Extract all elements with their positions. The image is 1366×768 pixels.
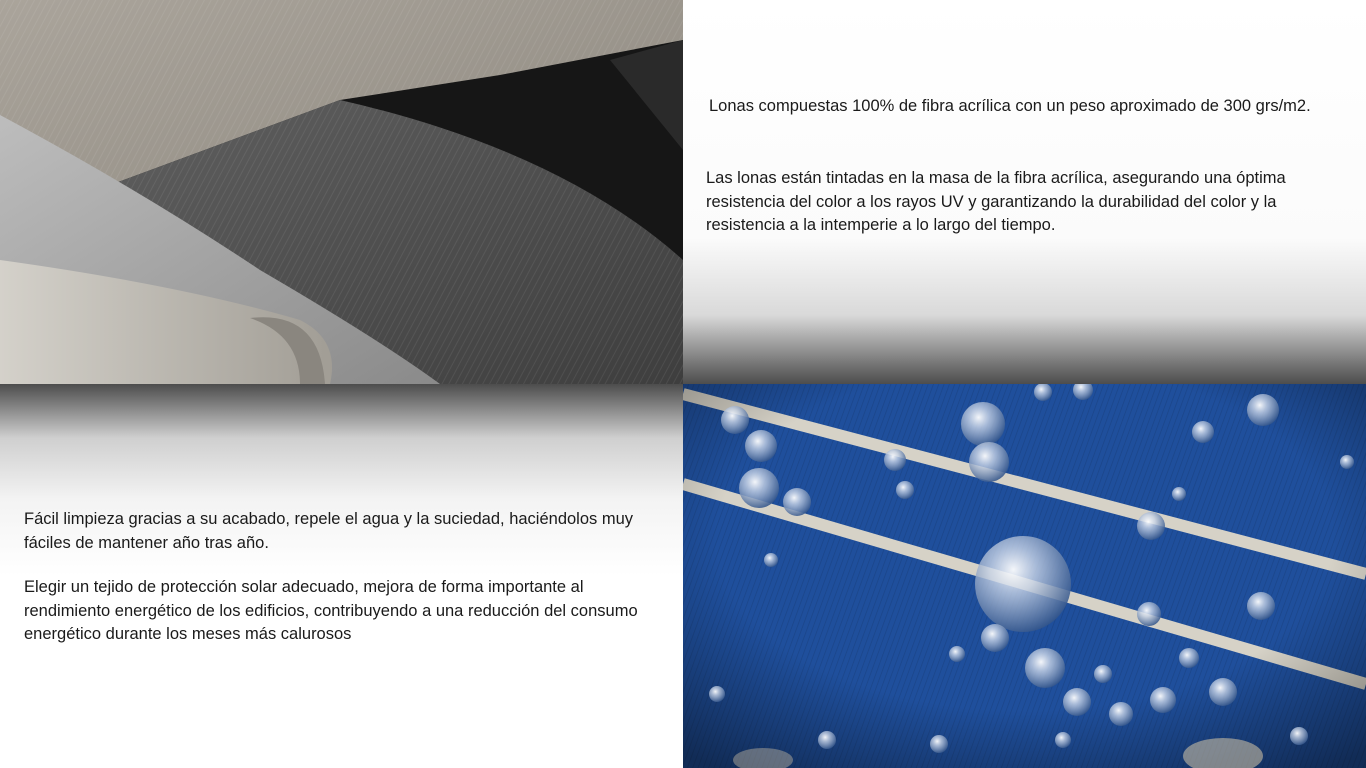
- water-drop: [1340, 455, 1354, 469]
- energy-efficiency-text: Elegir un tejido de protección solar adecuado, mejora de forma importante al rendimiento energético de los edificios, contribuyendo a una reducción del consumo energético durante los meses más calurosos: [24, 578, 638, 643]
- water-drop: [1094, 665, 1112, 683]
- composition-text-panel: [683, 0, 1366, 384]
- water-repellent-fabric-image: [683, 384, 1366, 768]
- fabric-layers-illustration: [0, 0, 683, 384]
- fabric-layers-image: [0, 0, 683, 384]
- maintenance-text-panel: [0, 384, 683, 768]
- water-drop: [739, 468, 779, 508]
- water-drop: [949, 646, 965, 662]
- water-drop: [1055, 732, 1071, 748]
- water-drop: [1150, 687, 1176, 713]
- easy-cleaning-text: Fácil limpieza gracias a su acabado, repele el agua y la suciedad, haciéndolos muy fáciles de mantener año tras año.: [24, 510, 634, 552]
- water-drop: [969, 442, 1009, 482]
- water-drop: [1172, 487, 1186, 501]
- water-drop: [745, 430, 777, 462]
- water-drop: [1247, 592, 1275, 620]
- water-drop: [1179, 648, 1199, 668]
- water-drop: [981, 624, 1009, 652]
- water-drop: [896, 481, 914, 499]
- water-drop: [930, 735, 948, 753]
- water-drop: [1290, 727, 1308, 745]
- water-drop: [764, 553, 778, 567]
- water-drop: [1025, 648, 1065, 688]
- water-drop: [783, 488, 811, 516]
- water-drop: [884, 449, 906, 471]
- water-drop: [1209, 678, 1237, 706]
- fiber-composition-text: Lonas compuestas 100% de fibra acrílica con un peso aproximado de 300 grs/m2.: [709, 97, 1311, 115]
- water-drops-illustration: [683, 384, 1366, 768]
- water-drop: [721, 406, 749, 434]
- water-drop: [1137, 602, 1161, 626]
- water-drop: [1137, 512, 1165, 540]
- water-drop: [1192, 421, 1214, 443]
- water-drop: [709, 686, 725, 702]
- water-drop: [1247, 394, 1279, 426]
- water-drop: [1063, 688, 1091, 716]
- water-drop: [961, 402, 1005, 446]
- water-drop: [1109, 702, 1133, 726]
- uv-resistance-text: Las lonas están tintadas en la masa de la fibra acrílica, asegurando una óptima resistencia del color a los rayos UV y garantizando la durabilidad del color y la resistencia a la intemperie a lo largo del tiempo.: [706, 169, 1286, 234]
- large-water-drop: [975, 536, 1071, 632]
- water-drop: [818, 731, 836, 749]
